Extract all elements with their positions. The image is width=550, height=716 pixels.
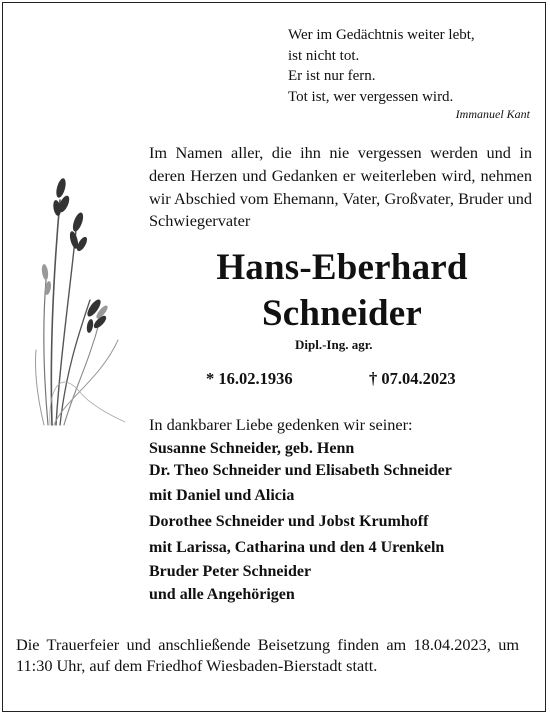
thanks-line: In dankbarer Liebe gedenken wir seiner: [149,415,413,434]
funeral-details: Die Trauerfeier und anschließende Beisetzung finden am 18.04.2023, um 11:30 Uhr, auf dem Friedhof Wiesbaden-Bierstadt statt. [16,635,519,675]
quote-block [288,25,538,122]
deceased-name-last: Schneider [261,293,423,334]
mourner-entry: mit Larissa, Catharina und den 4 Urenkeln [149,539,445,556]
mourner-entry: Bruder Peter Schneider [149,563,312,580]
mourner-entry: Dorothee Schneider und Jobst Krumhoff [149,513,429,530]
mourners-list [149,438,452,606]
mourner-entry: und alle Angehörigen [149,586,295,603]
birth-date: * 16.02.1936 [206,369,293,388]
intro-text: Im Namen aller, die ihn nie vergessen werden und in deren Herzen und Gedanken er weiterleben wird, nehmen wir Abschied vom Ehemann, Vater, Großvater, Bruder und Schwiegervater [149,143,532,231]
mourner-entry: Dr. Theo Schneider und Elisabeth Schneider [149,462,452,479]
mourner-entry: Susanne Schneider, geb. Henn [149,440,355,457]
quote-line: Er ist nur fern. [288,68,376,84]
deceased-name-first: Hans-Eberhard [216,247,468,288]
quote-line: Tot ist, wer vergessen wird. [288,88,454,105]
quote-author: Immanuel Kant [455,107,530,121]
academic-title: Dipl.-Ing. agr. [295,337,373,352]
mourner-entry: mit Daniel und Alicia [149,487,295,504]
quote-line: Wer im Gedächtnis weiter lebt, [288,27,475,43]
quote-line: ist nicht tot. [288,47,360,64]
death-date: † 07.04.2023 [369,369,456,388]
wheat-illustration [30,160,140,430]
